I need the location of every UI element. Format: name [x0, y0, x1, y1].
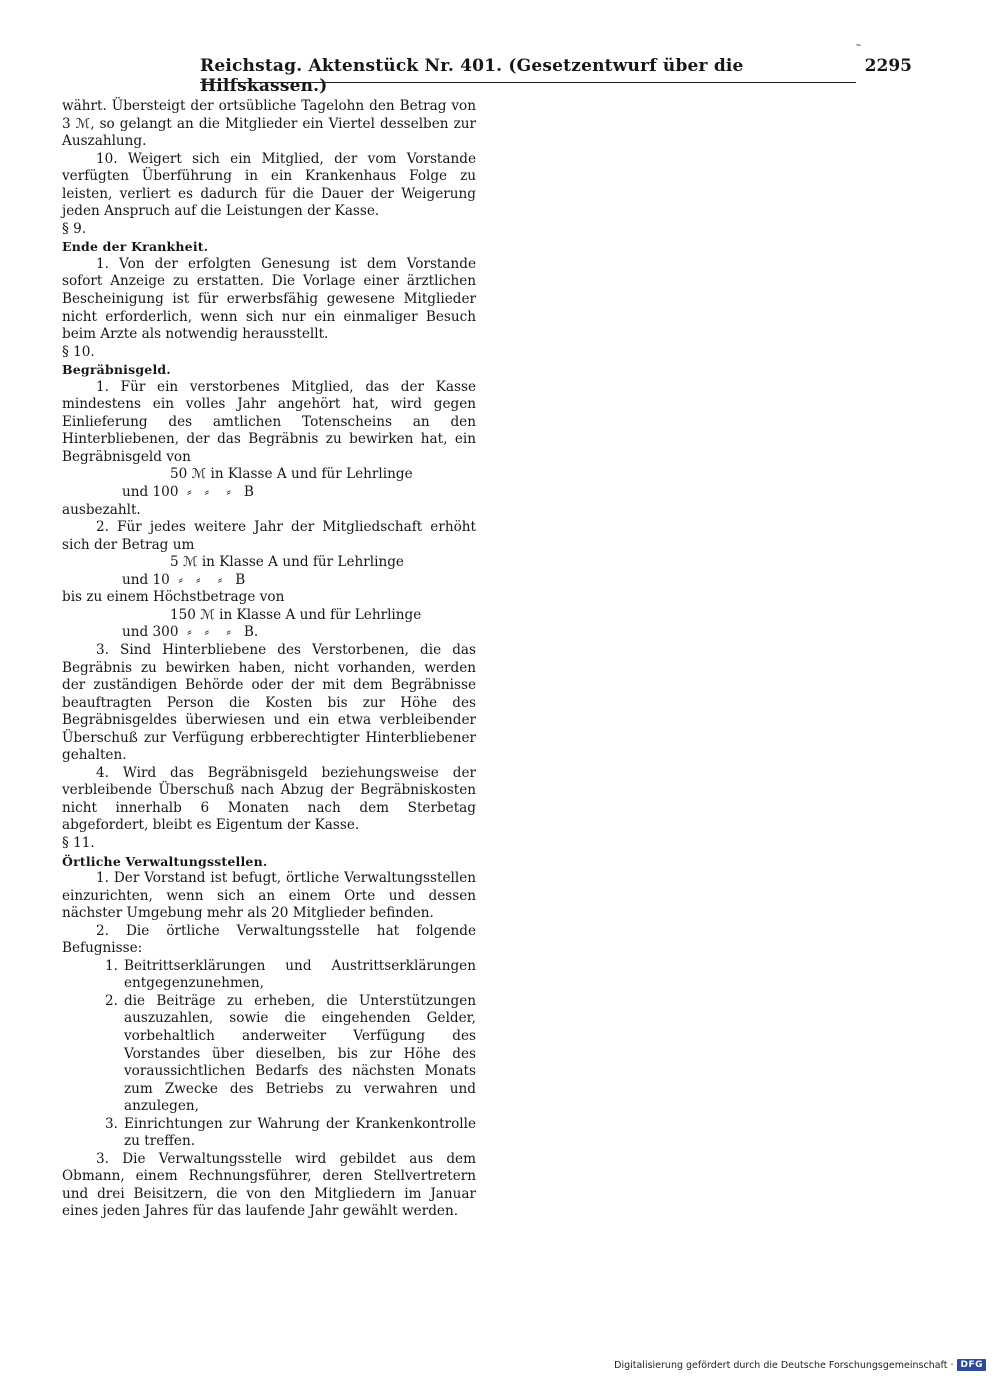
running-title: Reichstag. Aktenstück Nr. 401. (Gesetzentwurf über die Hilfskassen.) [200, 56, 744, 96]
list-item-text: Einrichtungen zur Wahrung der Krankenkontrolle zu treffen. [124, 1115, 476, 1150]
section-11-heading: Örtliche Verwaltungsstellen. [62, 853, 268, 869]
footer-text: Digitalisierung gefördert durch die Deutsche Forschungsgemeinschaft · [614, 1359, 954, 1371]
section-9-paragraph-1: 1. Von der erfolgten Genesung ist dem Vorstande sofort Anzeige zu erstatten. Die Vorlage einer ärztlichen Bescheinigung ist für erwerbsfähig gewesene Mitglieder nicht erforderlich, wenn sich nur ein einmaliger Besuch beim Arzte als notwendig herausstellt. [62, 255, 476, 343]
amount-line-300: und 300 ⸗ ⸗ ⸗ B. [122, 624, 259, 641]
page-header [200, 56, 912, 96]
amount-line-10: und 10 ⸗ ⸗ ⸗ B [122, 571, 246, 588]
section-11-paragraph-1: 1. Der Vorstand ist befugt, örtliche Verwaltungsstellen einzurichten, wenn sich an einem Orte und dessen nächster Umgebung mehr als 20 Mitglieder befinden. [62, 870, 476, 922]
section-10-paragraph-2-mid: bis zu einem Höchstbetrage von [62, 589, 285, 606]
section-10-paragraph-1-end: ausbezahlt. [62, 501, 141, 518]
section-10-paragraph-3: 3. Sind Hinterbliebene des Verstorbenen, die das Begräbnis zu bewirken haben, nicht vorhanden, werden der zuständigen Behörde oder der mit dem Begräbnisse beauftragten Person die Kosten bis zur Höhe des Begräbnisgeldes überwiesen und ein etwa verbleibender Überschuß zur Verfügung erbberechtigter Hinterbliebener gehalten. [62, 641, 476, 764]
page-number: 2295 [864, 56, 912, 76]
amount-line-50: 50 ℳ in Klasse A und für Lehrlinge [170, 466, 413, 483]
section-11-paragraph-2: 2. Die örtliche Verwaltungsstelle hat folgende Befugnisse: [62, 922, 476, 957]
list-item [92, 958, 476, 993]
list-item-text: Beitrittserklärungen und Austrittserklärungen entgegenzunehmen, [124, 957, 476, 992]
dfg-logo: DFG [957, 1359, 986, 1371]
amount-line-5: 5 ℳ in Klasse A und für Lehrlinge [170, 554, 404, 571]
list-item-text: die Beiträge zu erheben, die Unterstützungen auszuzahlen, sowie die eingehenden Gelder, vorbehaltlich anderweiter Verfügung des Vorstandes über dieselben, bis zur Höhe des voraussichtlichen Bedarfs des nächsten Monats zum Zwecke des Betriebs zu verwahren und anzulegen, [124, 992, 476, 1115]
text-column [62, 98, 476, 1221]
amount-line-150: 150 ℳ in Klasse A und für Lehrlinge [170, 606, 422, 623]
header-rule [200, 82, 856, 83]
paragraph-continuation: währt. Übersteigt der ortsübliche Tagelohn den Betrag von 3 ℳ, so gelangt an die Mitglieder ein Viertel desselben zur Auszahlung. [62, 98, 476, 150]
list-item-number: 2. [105, 992, 118, 1009]
list-item-number: 1. [105, 957, 118, 974]
corner-mark: ⌁ [855, 40, 861, 51]
section-10-heading: Begräbnisgeld. [62, 362, 171, 378]
section-10-paragraph-1: 1. Für ein verstorbenes Mitglied, das der Kasse mindestens ein volles Jahr angehört hat, wird gegen Einlieferung des amtlichen Totenscheins an den Hinterbliebenen, der das Begräbnis zu bewirken hat, ein Begräbnisgeld von [62, 378, 476, 465]
amount-line-100: und 100 ⸗ ⸗ ⸗ B [122, 484, 254, 501]
section-10-paragraph-2: 2. Für jedes weitere Jahr der Mitgliedschaft erhöht sich der Betrag um [62, 519, 476, 553]
digitization-footer [614, 1357, 986, 1373]
section-10-paragraph-4: 4. Wird das Begräbnisgeld beziehungsweise der verbleibende Überschuß nach Abzug der Begräbniskosten nicht innerhalb 6 Monaten nach dem Sterbetag abgefordert, bleibt es Eigentum der Kasse. [62, 764, 476, 834]
list-item-number: 3. [105, 1115, 118, 1132]
section-9-heading: Ende der Krankheit. [62, 239, 209, 255]
section-10-number: § 10. [62, 343, 95, 360]
list-item [92, 993, 476, 1116]
paragraph-10: 10. Weigert sich ein Mitglied, der vom Vorstande verfügten Überführung in ein Krankenhaus Folge zu leisten, verliert es dadurch für die Dauer der Weigerung jeden Anspruch auf die Leistungen der Kasse. [62, 150, 476, 220]
section-11-paragraph-3: 3. Die Verwaltungsstelle wird gebildet aus dem Obmann, einem Rechnungsführer, deren Stellvertretern und drei Beisitzern, die von den Mitgliedern im Januar eines jeden Jahres für das laufende Jahr gewählt werden. [62, 1150, 476, 1220]
list-item [92, 1116, 476, 1151]
powers-list [92, 958, 476, 1151]
section-11-number: § 11. [62, 834, 95, 851]
section-9-number: § 9. [62, 220, 87, 237]
